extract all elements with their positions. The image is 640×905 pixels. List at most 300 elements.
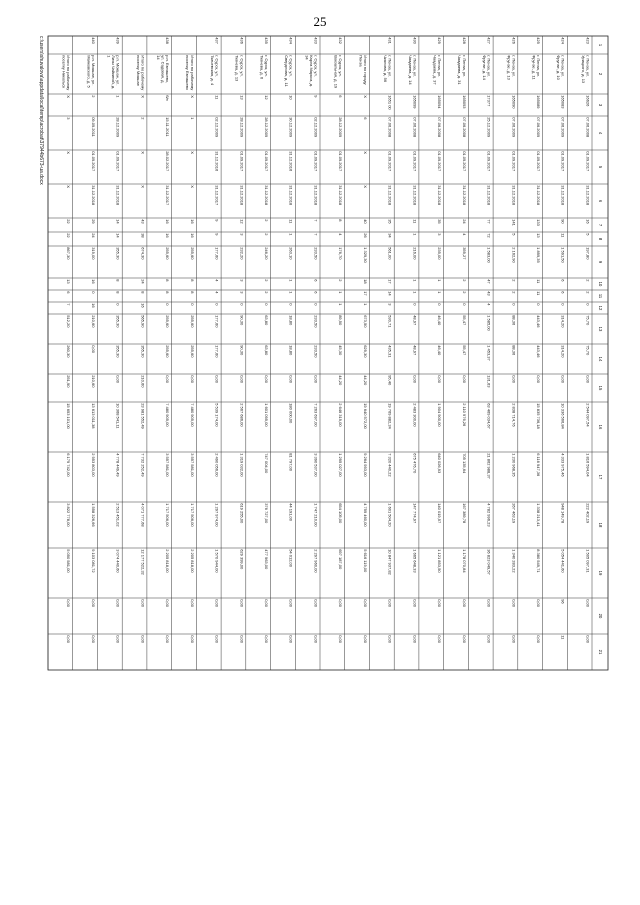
table-cell: 07.06.2009: [535, 117, 541, 138]
table-cell: 31.12.2018: [313, 185, 319, 206]
table-cell: 9: [214, 219, 220, 222]
table-cell: 8: [338, 219, 344, 222]
table-cell: 2 483 300,00: [412, 403, 418, 427]
table-cell: 48,97: [412, 315, 418, 326]
table-cell: 11: [535, 291, 541, 296]
table-cell: 28.12.2009: [338, 117, 344, 138]
table-cell: 44 191,00: [288, 503, 294, 521]
address-cell: г. Сурск, ул.: [288, 55, 294, 77]
address-cell: г. Пенза, ул.: [585, 55, 591, 78]
table-cell: 0,00: [535, 635, 541, 643]
table-cell: 255,60: [165, 247, 171, 260]
table-cell: 0: [239, 303, 245, 306]
header-cell: 21: [597, 649, 603, 655]
table-cell: 0,00: [362, 599, 368, 607]
table-cell: 0,00: [535, 599, 541, 607]
table-cell: 01.09.2017: [535, 151, 541, 172]
table-cell: 24: [90, 233, 96, 238]
table-cell: 0,00: [115, 635, 121, 643]
address-cell: Свердлова, д. 11: [284, 55, 290, 87]
table-cell: 07.06.2009: [560, 117, 566, 138]
table-cell: 222 402,19: [585, 503, 591, 524]
table-cell: 359,27: [461, 247, 467, 260]
table-cell: 43: [140, 219, 146, 224]
table-cell: 5 054 441,60: [560, 549, 566, 573]
table-cell: 427: [486, 37, 492, 44]
table-cell: 0,00: [189, 375, 195, 383]
table-cell: 2: [263, 279, 269, 282]
table-cell: 1: [412, 291, 418, 294]
table-cell: 7 732 252,49: [140, 453, 146, 477]
table-cell: 0,00: [214, 635, 220, 643]
table-cell: 90: [560, 219, 566, 224]
table-cell: 0,00: [313, 599, 319, 607]
address-cell: 14: [155, 55, 161, 60]
table-cell: 30.12.2009: [288, 117, 294, 138]
table-cell: 13 613 011,38: [90, 403, 96, 429]
table-cell: 07.06.2008: [437, 117, 443, 138]
table-cell: 424: [560, 37, 566, 44]
address-cell: Ткачева, д. 13: [234, 55, 240, 82]
table-cell: 0,00: [511, 635, 517, 643]
table-cell: 2 110 976,26: [461, 403, 467, 427]
table-cell: 29: [90, 219, 96, 224]
table-cell: 7: [313, 219, 319, 222]
header-cell: 9: [597, 260, 603, 264]
table-cell: 43: [486, 291, 492, 296]
table-cell: 01.09.2017: [263, 151, 269, 172]
table-cell: 31.12.2018: [239, 185, 245, 206]
table-cell: 233,50: [313, 315, 319, 328]
header-cell: 18: [597, 522, 603, 528]
table-cell: 0,00: [412, 635, 418, 643]
table-cell: 1 717 506,00: [165, 503, 171, 527]
table-cell: 31.12.2018: [387, 185, 393, 206]
table-cell: 2 513 451,02: [115, 503, 121, 527]
address-cell: Фрунзе, д. 13: [506, 55, 512, 80]
table-cell: 18: [362, 279, 368, 284]
table-cell: 180 000,00: [288, 403, 294, 424]
table-cell: 512,20: [66, 315, 72, 328]
address-cell: Итого по рабочему: [140, 55, 146, 91]
table-cell: 565,90: [140, 315, 146, 328]
table-cell: 0,00: [90, 345, 96, 353]
table-cell: 25.12.2009: [486, 117, 492, 138]
table-cell: X: [66, 185, 72, 188]
table-cell: 0,00: [412, 375, 418, 383]
table-cell: 443,46: [535, 345, 541, 358]
table-cell: 6 116 947,36: [535, 453, 541, 477]
table-cell: 4: [214, 291, 220, 294]
table-cell: 0,00: [288, 635, 294, 643]
table-cell: 7: [66, 303, 72, 306]
table-cell: 1: [338, 291, 344, 294]
address-cell: Чаадаева, д. 14: [407, 55, 413, 85]
table-cell: 747 004,00: [263, 453, 269, 474]
address-cell: г. Сурск, ул.: [313, 55, 319, 77]
table-cell: 3: [239, 279, 245, 282]
table-cell: 1651 00: [387, 95, 393, 110]
table-cell: б/н: [165, 95, 171, 101]
table-cell: 1 601 095,00: [263, 403, 269, 427]
table-cell: 0,00: [511, 375, 517, 383]
table-cell: 0,00: [511, 599, 517, 607]
table-cell: 1: [288, 279, 294, 282]
table-cell: 423: [585, 37, 591, 44]
table-cell: 1 899,35: [535, 247, 541, 263]
table-cell: 141: [511, 219, 517, 226]
address-cell: поселку Мокшан: [135, 55, 141, 86]
table-cell: 11: [214, 95, 220, 100]
table-cell: 9 264 993,00: [362, 453, 368, 477]
table-cell: 165093: [461, 95, 467, 109]
table-cell: 1 338 213,41: [535, 503, 541, 527]
table-cell: 0,00: [437, 599, 443, 607]
table-cell: 16: [165, 233, 171, 238]
table-cell: 0,00: [66, 599, 72, 607]
table-cell: 0,00: [338, 635, 344, 643]
table-cell: 705 135,64: [461, 453, 467, 474]
table-cell: 1 583,00: [486, 247, 492, 263]
table-cell: 16: [90, 303, 96, 308]
table-cell: 133: [535, 219, 541, 226]
table-cell: 17377: [486, 95, 492, 107]
header-cell: 19: [597, 570, 603, 576]
table-cell: 319,00: [90, 247, 96, 260]
table-cell: 8 380 549,71: [535, 549, 541, 573]
table-cell: 46,40: [437, 345, 443, 356]
table-cell: 14: [115, 233, 121, 238]
table-cell: 0,00: [585, 599, 591, 607]
table-cell: 8: [115, 291, 121, 294]
table-cell: 11: [535, 279, 541, 284]
table-cell: 01.09.2017: [338, 151, 344, 172]
table-cell: 1: [437, 291, 443, 294]
table-cell: 1: [362, 303, 368, 306]
table-cell: 81 797,00: [288, 453, 294, 471]
table-cell: 1 295 027,00: [338, 453, 344, 477]
table-cell: 01.09.2017: [461, 151, 467, 172]
table-cell: X: [140, 185, 146, 188]
table-cell: 0: [461, 303, 467, 306]
table-cell: 165089: [535, 95, 541, 109]
table-cell: 436: [239, 37, 245, 44]
address-cell: Фрунзе, д. 11: [531, 55, 537, 80]
table-cell: 72: [486, 233, 492, 238]
table-cell: 14: [115, 219, 121, 224]
table-cell: 0,00: [486, 635, 492, 643]
table-cell: 09.09.2011: [90, 117, 96, 137]
table-cell: 0,00: [338, 599, 344, 607]
address-cell: 34: [304, 55, 310, 60]
header-cell: 16: [597, 424, 603, 430]
table-cell: 654 105,00: [338, 503, 344, 524]
table-cell: 0,00: [214, 375, 220, 383]
table-cell: 19 769 882,24: [387, 403, 393, 429]
table-cell: 0,00: [585, 375, 591, 383]
table-cell: 2: [263, 219, 269, 222]
table-cell: 46,40: [437, 315, 443, 326]
address-cell: Итого по городу: [362, 55, 368, 85]
table-cell: 177,60: [214, 247, 220, 260]
table-cell: 430: [412, 37, 418, 44]
header-cell: 17: [597, 474, 603, 480]
table-cell: 673,50: [362, 315, 368, 328]
table-cell: 11: [560, 635, 566, 640]
table-cell: 4: [486, 303, 492, 306]
address-cell: г. Пенза, ул.: [437, 55, 443, 78]
header-cell: 15: [597, 385, 603, 391]
table-cell: 167 389,78: [461, 503, 467, 524]
table-cell: 2 953 803,00: [90, 453, 96, 477]
table-cell: 1 121 853,50: [437, 549, 443, 573]
table-cell: 0,00: [313, 375, 319, 383]
table-cell: 31.12.2018: [263, 185, 269, 206]
table-cell: 3: [387, 303, 393, 306]
table-cell: 40: [362, 219, 368, 224]
table-cell: 0: [214, 303, 220, 306]
address-cell: Урицкого, д. 13: [580, 55, 586, 84]
table-cell: 0,00: [387, 635, 393, 643]
table-cell: 355,30: [115, 315, 121, 328]
table-cell: 31.12.2018: [90, 185, 96, 206]
table-cell: 07.06.2008: [461, 117, 467, 138]
address-cell: Вокзальная, д. 19: [333, 55, 339, 89]
address-cell: поселку Никольск: [61, 55, 67, 89]
address-cell: г. Пенза, ул.: [412, 55, 418, 78]
table-cell: 16: [585, 219, 591, 224]
table-cell: 38: [140, 233, 146, 238]
table-cell: 2: [585, 279, 591, 282]
table-cell: 10 336 566,84: [560, 403, 566, 429]
table-cell: 07.06.2008: [412, 117, 418, 138]
table-cell: 1 904 900,00: [437, 403, 443, 427]
table-cell: 16: [140, 303, 146, 308]
table-cell: 01.09.2017: [486, 151, 492, 172]
header-cell: 1: [597, 43, 603, 47]
table-cell: 12 177 522,32: [140, 549, 146, 575]
address-cell: г. Пенза, ул.: [387, 55, 393, 78]
table-cell: 1 747 210,00: [313, 503, 319, 527]
table-cell: 0,00: [263, 375, 269, 383]
table-cell: X: [189, 151, 195, 154]
table-cell: 165099: [412, 95, 418, 109]
table-cell: 8: [115, 279, 121, 282]
table-cell: 88,36: [511, 345, 517, 356]
table-cell: 01.09.2017: [115, 151, 121, 172]
table-cell: 16626: [585, 95, 591, 107]
table-cell: 429: [437, 37, 443, 44]
table-cell: 4: [338, 233, 344, 236]
address-cell: Чаадаева, д. 37: [432, 55, 438, 85]
table-cell: 255,60: [189, 345, 195, 358]
table-cell: 26: [362, 233, 368, 238]
table-cell: 31.12.2018: [511, 185, 517, 206]
table-cell: 251,90: [66, 375, 72, 388]
table-cell: 16: [189, 233, 195, 238]
table-cell: 443,46: [535, 315, 541, 328]
table-cell: 2: [140, 117, 146, 120]
table-cell: 165083: [560, 95, 566, 109]
table-cell: 1 816 594,04: [585, 453, 591, 477]
header-cell: 4: [597, 131, 603, 135]
table-cell: 9: [214, 233, 220, 236]
table-cell: 54 012,00: [288, 549, 294, 567]
table-cell: 9 103 081,72: [90, 549, 96, 573]
address-cell: г. Пенза, ул.: [560, 55, 566, 78]
address-cell: р.п. Мокшан, ул.: [90, 55, 96, 86]
table-cell: 31.12.2018: [585, 185, 591, 206]
table-cell: 0,00: [560, 375, 566, 383]
table-cell: 22: [66, 219, 72, 224]
table-cell: 216,00: [412, 247, 418, 260]
table-cell: 435,31: [387, 345, 393, 358]
table-cell: 5 616 119,00: [362, 549, 368, 573]
table-cell: 2 297 960,00: [313, 549, 319, 573]
address-cell: г. Пенза, ул.: [535, 55, 541, 78]
table-cell: 90,30: [239, 345, 245, 356]
table-cell: 0,00: [263, 599, 269, 607]
table-cell: 02.12.2009: [313, 117, 319, 138]
table-cell: 75,70: [585, 345, 591, 356]
address-cell: Карла Маркса, д.: [308, 55, 314, 88]
table-cell: 0: [412, 303, 418, 306]
table-cell: 31.12.2018: [115, 185, 121, 206]
table-cell: 376 727,00: [263, 503, 269, 524]
table-frame: [48, 36, 608, 670]
table-cell: 232,20: [239, 247, 245, 260]
table-cell: 4 782 996,23: [486, 503, 492, 527]
table-cell: 19 640 572,00: [362, 403, 368, 429]
table-cell: 435: [263, 37, 269, 44]
table-cell: 3 557 581,00: [165, 453, 171, 477]
table-cell: 24: [140, 279, 146, 284]
table-cell: X: [189, 185, 195, 188]
address-cell: р.п. Евлашево,: [165, 55, 171, 84]
table-cell: 0,00: [437, 375, 443, 383]
table-body: [38, 36, 608, 670]
table-cell: 619 255,00: [239, 503, 245, 524]
table-cell: 0,00: [90, 599, 96, 607]
table-cell: 10 847 937,82: [387, 549, 393, 575]
table-cell: 16: [189, 219, 195, 224]
table-cell: 2 490 056,00: [214, 453, 220, 477]
table-cell: 0,00: [585, 635, 591, 643]
header-cell: 13: [597, 326, 603, 332]
table-cell: X: [66, 95, 72, 98]
table-cell: 0,00: [412, 599, 418, 607]
table-cell: 2 838 714,76: [511, 403, 517, 427]
table-cell: X: [140, 95, 146, 98]
table-cell: 0: [263, 303, 269, 306]
table-cell: 31.12.2018: [412, 185, 418, 206]
table-cell: 15.11.2011: [165, 117, 171, 137]
table-cell: 4 333 975,46: [560, 453, 566, 477]
table-cell: 01.09.2017: [437, 151, 443, 172]
table-cell: 246,20: [263, 247, 269, 260]
table-cell: 36 823 049,57: [486, 549, 492, 575]
table-cell: 24: [461, 219, 467, 224]
address-cell: Чаадаева, д. 31: [457, 55, 463, 85]
table-cell: 0,00: [263, 635, 269, 643]
table-cell: 314,20: [560, 315, 566, 328]
table-cell: 4 759 460,00: [362, 503, 368, 527]
table-cell: 561,00: [387, 247, 393, 260]
table-cell: 2 544 097,54: [585, 403, 591, 427]
table-cell: 2: [263, 291, 269, 294]
table-cell: 3: [239, 291, 245, 294]
table-cell: 7 480 905,00: [165, 403, 171, 427]
table-cell: 16: [165, 219, 171, 224]
table-cell: 31.12.2018: [535, 185, 541, 206]
table-cell: 17: [362, 291, 368, 296]
header-cell: 10: [597, 281, 603, 287]
table-cell: 31.12.2017: [165, 185, 171, 206]
table-cell: 96: [560, 599, 566, 604]
table-cell: 3 822 778,00: [66, 503, 72, 527]
table-cell: 1: [288, 291, 294, 294]
table-cell: 0: [288, 303, 294, 306]
table-cell: 0: [115, 303, 121, 306]
table-cell: 5 050 581,00: [66, 549, 72, 573]
table-cell: 1: [338, 303, 344, 306]
table-cell: 11: [288, 219, 294, 224]
table-cell: 0,00: [313, 635, 319, 643]
address-cell: ул. Садовая, д.: [160, 55, 166, 84]
table-cell: 21 862 988,37: [486, 453, 492, 479]
table-cell: 3 557 581,00: [189, 453, 195, 477]
table-cell: 355,30: [115, 345, 121, 358]
table-cell: 1 505 097,31: [585, 549, 591, 573]
table-cell: 22: [66, 233, 72, 238]
address-cell: р.п. Мокшан, ул.: [115, 55, 121, 86]
table-cell: 0: [189, 303, 195, 306]
table-cell: 0: [560, 303, 566, 306]
table-cell: 140 019,57: [437, 503, 443, 524]
table-cell: 0: [511, 303, 517, 306]
table-cell: 2 646 319,00: [338, 403, 344, 427]
table-cell: 6: [560, 291, 566, 294]
table-cell: 3: [239, 233, 245, 236]
table-cell: 2 162,90: [511, 247, 517, 263]
table-cell: 90,30: [239, 315, 245, 326]
table-cell: 35: [437, 219, 443, 224]
table-cell: 01.09.2017: [90, 151, 96, 172]
table-cell: 1 340 283,22: [511, 549, 517, 573]
table-cell: 2 567 686,00: [239, 403, 245, 427]
table-cell: 1: [412, 233, 418, 236]
table-cell: 01.09.2017: [313, 151, 319, 172]
table-cell: 31.12.2017: [214, 185, 220, 206]
table-cell: 1 558 326,66: [90, 503, 96, 527]
table-cell: 1 230 968,35: [511, 453, 517, 477]
table-cell: 8: [165, 279, 171, 282]
table-cell: 63,80: [263, 315, 269, 326]
table-cell: 0: [313, 303, 319, 306]
table-cell: 31.12.2018: [338, 185, 344, 206]
address-cell: г. Сурск, ул.: [263, 55, 269, 77]
table-cell: 17: [387, 279, 393, 284]
address-cell: Фрунзе, д. 14: [481, 55, 487, 80]
table-cell: 01.09.2017: [585, 151, 591, 172]
table-cell: 260,30: [66, 345, 72, 358]
table-cell: 5: [511, 233, 517, 236]
table-cell: 44,20: [338, 375, 344, 386]
table-cell: 10 368 541,11: [115, 403, 121, 429]
table-cell: 0,00: [461, 375, 467, 383]
table-cell: 0,00: [90, 635, 96, 643]
table-cell: 2: [90, 95, 96, 98]
